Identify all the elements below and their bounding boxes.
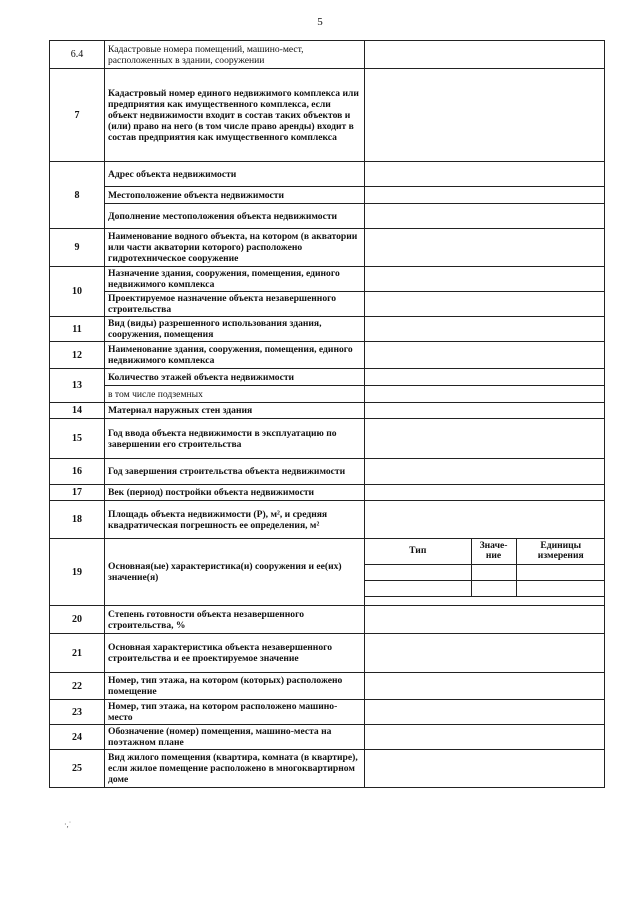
table-row bbox=[50, 292, 605, 317]
value-cell[interactable] bbox=[365, 162, 605, 187]
table-row bbox=[50, 501, 605, 539]
row-number: 22 bbox=[50, 673, 105, 700]
value-cell[interactable] bbox=[365, 485, 605, 501]
value-cell[interactable] bbox=[365, 369, 605, 386]
row-label: Количество этажей объекта недвижимости bbox=[105, 369, 365, 386]
table-row bbox=[50, 386, 605, 403]
table-row bbox=[50, 700, 605, 725]
row-number: 18 bbox=[50, 501, 105, 539]
row-number: 13 bbox=[50, 369, 105, 403]
table-row bbox=[50, 342, 605, 369]
table-row bbox=[50, 229, 605, 267]
row-label: Степень готовности объекта незавершенного строительства, % bbox=[105, 606, 365, 634]
units-header: Единицы измерения bbox=[516, 539, 605, 564]
row-number: 19 bbox=[50, 539, 105, 606]
scan-marks: ·,˙ bbox=[64, 820, 72, 829]
row-label: Основная характеристика объекта незавершенного строительства и ее проектируемое значение bbox=[105, 634, 365, 673]
table-row bbox=[50, 187, 605, 204]
row-label: Назначение здания, сооружения, помещения, единого недвижимого комплекса bbox=[105, 267, 365, 292]
value-cell[interactable] bbox=[365, 204, 605, 229]
row-number: 12 bbox=[50, 342, 105, 369]
value-cell[interactable] bbox=[365, 403, 605, 419]
value-cell[interactable] bbox=[365, 459, 605, 485]
row-label: Год ввода объекта недвижимости в эксплуатацию по завершении его строительства bbox=[105, 419, 365, 459]
row-label: Наименование водного объекта, на котором (в акватории или части акватории которого) расположено гидротехническое сооружение bbox=[105, 229, 365, 267]
row-label: Кадастровые номера помещений, машино-мест, расположенных в здании, сооружении bbox=[105, 41, 365, 69]
row-label: Проектируемое назначение объекта незавершенного строительства bbox=[105, 292, 365, 317]
value-cell[interactable] bbox=[365, 386, 605, 403]
value-cell[interactable] bbox=[471, 580, 516, 596]
row-label: Номер, тип этажа, на котором расположено машино-место bbox=[105, 700, 365, 725]
value-cell[interactable] bbox=[365, 750, 605, 788]
type-header: Тип bbox=[365, 539, 471, 564]
row-number: 21 bbox=[50, 634, 105, 673]
table-row bbox=[50, 539, 605, 606]
value-cell[interactable] bbox=[365, 342, 605, 369]
table-row bbox=[50, 634, 605, 673]
characteristics-subtable bbox=[365, 539, 605, 597]
table-row bbox=[50, 606, 605, 634]
value-cell[interactable] bbox=[365, 634, 605, 673]
table-row bbox=[50, 419, 605, 459]
table-row bbox=[50, 204, 605, 229]
row-label: Век (период) постройки объекта недвижимости bbox=[105, 485, 365, 501]
characteristics-table bbox=[49, 40, 605, 788]
row-number: 7 bbox=[50, 69, 105, 162]
row-number: 9 bbox=[50, 229, 105, 267]
value-cell[interactable] bbox=[365, 725, 605, 750]
value-header: Значе-ние bbox=[471, 539, 516, 564]
type-cell[interactable] bbox=[365, 564, 471, 580]
row-number: 20 bbox=[50, 606, 105, 634]
table-row bbox=[50, 459, 605, 485]
row-number: 25 bbox=[50, 750, 105, 788]
row-label: в том числе подземных bbox=[105, 386, 365, 403]
table-row bbox=[50, 673, 605, 700]
table-row bbox=[50, 162, 605, 187]
value-cell[interactable] bbox=[365, 317, 605, 342]
value-cell[interactable] bbox=[365, 187, 605, 204]
row-label: Вид (виды) разрешенного использования здания, сооружения, помещения bbox=[105, 317, 365, 342]
row-number: 17 bbox=[50, 485, 105, 501]
value-cell bbox=[365, 539, 605, 606]
row-number: 15 bbox=[50, 419, 105, 459]
table-row bbox=[50, 317, 605, 342]
row-label: Обозначение (номер) помещения, машино-места на поэтажном плане bbox=[105, 725, 365, 750]
table-row bbox=[50, 750, 605, 788]
row-label: Материал наружных стен здания bbox=[105, 403, 365, 419]
table-row bbox=[50, 369, 605, 386]
value-cell[interactable] bbox=[365, 501, 605, 539]
row-number: 24 bbox=[50, 725, 105, 750]
row-label: Дополнение местоположения объекта недвижимости bbox=[105, 204, 365, 229]
page-number: 5 bbox=[317, 16, 323, 28]
units-cell[interactable] bbox=[516, 564, 605, 580]
value-cell[interactable] bbox=[365, 606, 605, 634]
row-number: 8 bbox=[50, 162, 105, 229]
row-number: 10 bbox=[50, 267, 105, 317]
units-cell[interactable] bbox=[516, 580, 605, 596]
row-number: 6.4 bbox=[50, 41, 105, 69]
row-number: 14 bbox=[50, 403, 105, 419]
value-cell[interactable] bbox=[365, 267, 605, 292]
value-cell[interactable] bbox=[365, 229, 605, 267]
table-row bbox=[50, 725, 605, 750]
row-label: Площадь объекта недвижимости (P), м², и средняя квадратическая погрешность ее определения, м² bbox=[105, 501, 365, 539]
row-label: Кадастровый номер единого недвижимого комплекса или предприятия как имущественного комплекса, если объект недвижимости входит в состав таких объектов и (или) право на него (в том числе право аренды) входит в состав предприятия как имущественного комплекса bbox=[105, 69, 365, 162]
value-cell[interactable] bbox=[471, 564, 516, 580]
table-row bbox=[50, 41, 605, 69]
row-label: Наименование здания, сооружения, помещения, единого недвижимого комплекса bbox=[105, 342, 365, 369]
type-cell[interactable] bbox=[365, 580, 471, 596]
value-cell[interactable] bbox=[365, 700, 605, 725]
row-number: 23 bbox=[50, 700, 105, 725]
row-number: 16 bbox=[50, 459, 105, 485]
row-number: 11 bbox=[50, 317, 105, 342]
row-label: Год завершения строительства объекта недвижимости bbox=[105, 459, 365, 485]
row-label: Номер, тип этажа, на котором (которых) расположено помещение bbox=[105, 673, 365, 700]
table-row bbox=[50, 403, 605, 419]
value-cell[interactable] bbox=[365, 673, 605, 700]
table-row bbox=[50, 267, 605, 292]
row-label: Адрес объекта недвижимости bbox=[105, 162, 365, 187]
value-cell[interactable] bbox=[365, 41, 605, 69]
value-cell[interactable] bbox=[365, 69, 605, 162]
table-row bbox=[50, 69, 605, 162]
value-cell[interactable] bbox=[365, 419, 605, 459]
row-label: Основная(ые) характеристика(и) сооружения и ее(их) значение(я) bbox=[105, 539, 365, 606]
value-cell[interactable] bbox=[365, 292, 605, 317]
row-label: Вид жилого помещения (квартира, комната (в квартире), если жилое помещение расположено в многоквартирном доме bbox=[105, 750, 365, 788]
row-label: Местоположение объекта недвижимости bbox=[105, 187, 365, 204]
table-row bbox=[50, 485, 605, 501]
